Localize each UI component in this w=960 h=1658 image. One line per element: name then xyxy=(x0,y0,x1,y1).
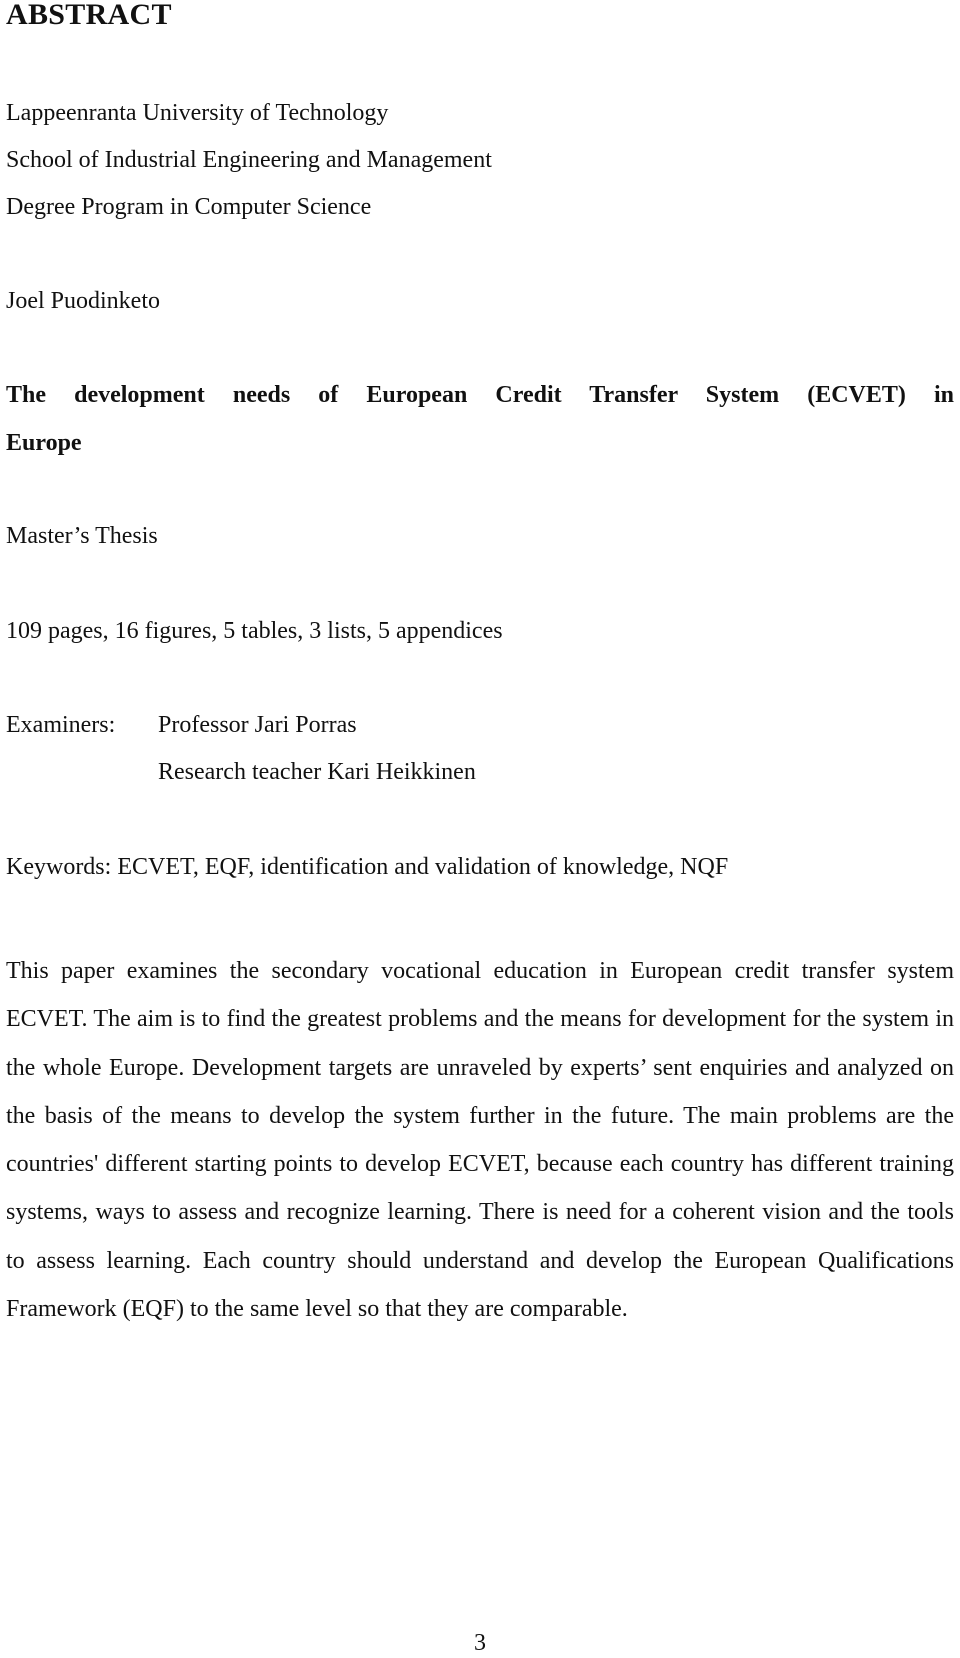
examiner-2: Research teacher Kari Heikkinen xyxy=(158,759,476,785)
thesis-type: Master’s Thesis xyxy=(6,523,158,549)
abstract-heading: ABSTRACT xyxy=(6,0,172,31)
thesis-title-line-2: Europe xyxy=(6,430,82,456)
school-name: School of Industrial Engineering and Management xyxy=(6,147,492,173)
examiners-label: Examiners: xyxy=(6,712,116,738)
degree-program: Degree Program in Computer Science xyxy=(6,194,372,220)
author-name: Joel Puodinketo xyxy=(6,288,160,314)
page-number: 3 xyxy=(474,1630,486,1656)
abstract-body: This paper examines the secondary vocational education in European credit transfer system ECVET. The aim is to find the greatest problems and the means for development for the system in the whole Europe. Development targets are unraveled by experts’ sent enquiries and analyzed on the basis of the means to develop the system further in the future. The main problems are the countries' different starting points to develop ECVET, because each country has different training systems, ways to assess and recognize learning. There is need for a coherent vision and the tools to assess learning. Each country should understand and develop the European Qualifications Framework (EQF) to the same level so that they are comparable. xyxy=(6,958,954,1323)
keywords: Keywords: ECVET, EQF, identification and validation of knowledge, NQF xyxy=(6,854,729,880)
thesis-extent: 109 pages, 16 figures, 5 tables, 3 lists, 5 appendices xyxy=(6,618,503,644)
thesis-title-line-1: The development needs of European Credit Transfer System (ECVET) in xyxy=(6,382,954,408)
examiner-1: Professor Jari Porras xyxy=(158,712,357,738)
university-name: Lappeenranta University of Technology xyxy=(6,100,389,126)
